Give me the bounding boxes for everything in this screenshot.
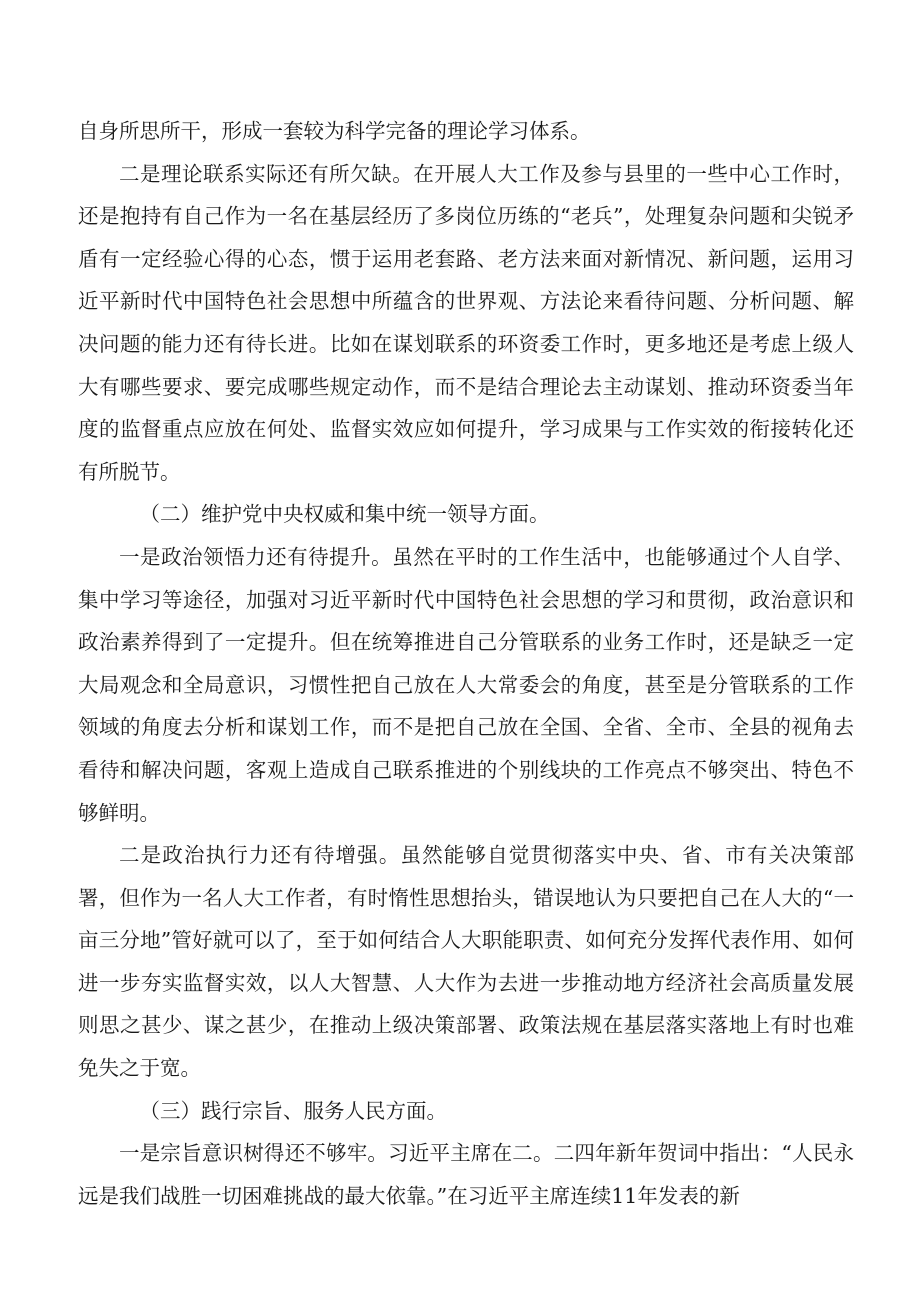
- paragraph-theory-practice: 二是理论联系实际还有所欠缺。在开展人大工作及参与县里的一些中心工作时，还是抱持有自己作为一名在基层经历了多岗位历练的“老兵”，处理复杂问题和尖锐矛盾有一定经验心得的心态，惯于运用老套路、老方法来面对新情况、新问题，运用习近平新时代中国特色社会思想中所蕴含的世界观、方法论来看待问题、分析问题、解决问题的能力还有待长进。比如在谋划联系的环资委工作时，更多地还是考虑上级人大有哪些要求、要完成哪些规定动作，而不是结合理论去主动谋划、推动环资委当年度的监督重点应放在何处、监督实效应如何提升，学习成果与工作实效的衔接转化还有所脱节。: [78, 161, 854, 484]
- document-page: [78, 110, 854, 1217]
- section-heading-3: （三）践行宗旨、服务人民方面。: [139, 1098, 447, 1123]
- paragraph-political-understanding: 一是政治领悟力还有待提升。虽然在平时的工作生活中，也能够通过个人自学、集中学习等途径，加强对习近平新时代中国特色社会思想的学习和贯彻，政治意识和政治素养得到了一定提升。但在统筹推进自己分管联系的业务工作时，还是缺乏一定大局观念和全局意识，习惯性把自己放在人大常委会的角度，甚至是分管联系的工作领域的角度去分析和谋划工作，而不是把自己放在全国、全省、全市、全县的视角去看待和解决问题，客观上造成自己联系推进的个别线块的工作亮点不够突出、特色不够鲜明。: [78, 544, 854, 825]
- paragraph-purpose-awareness: 一是宗旨意识树得还不够牢。习近平主席在二。二四年新年贺词中指出：“人民永远是我们战胜一切困难挑战的最大依靠。”在习近平主席连续11年发表的新: [78, 1141, 854, 1208]
- section-heading-2: （二）维护党中央权威和集中统一领导方面。: [139, 502, 550, 527]
- paragraph-continuation: 自身所思所干，形成一套较为科学完备的理论学习体系。: [78, 119, 591, 143]
- paragraph-political-execution: 二是政治执行力还有待增强。虽然能够自觉贯彻落实中央、省、市有关决策部署，但作为一名人大工作者，有时惰性思想抬头，错误地认为只要把自己在人大的“一亩三分地”管好就可以了，至于如何结合人大职能职责、如何充分发挥代表作用、如何进一步夯实监督实效，以人大智慧、人大作为去进一步推动地方经济社会高质量发展则思之甚少、谋之甚少，在推动上级决策部署、政策法规在基层落实落地上有时也难免失之于宽。: [78, 843, 854, 1081]
